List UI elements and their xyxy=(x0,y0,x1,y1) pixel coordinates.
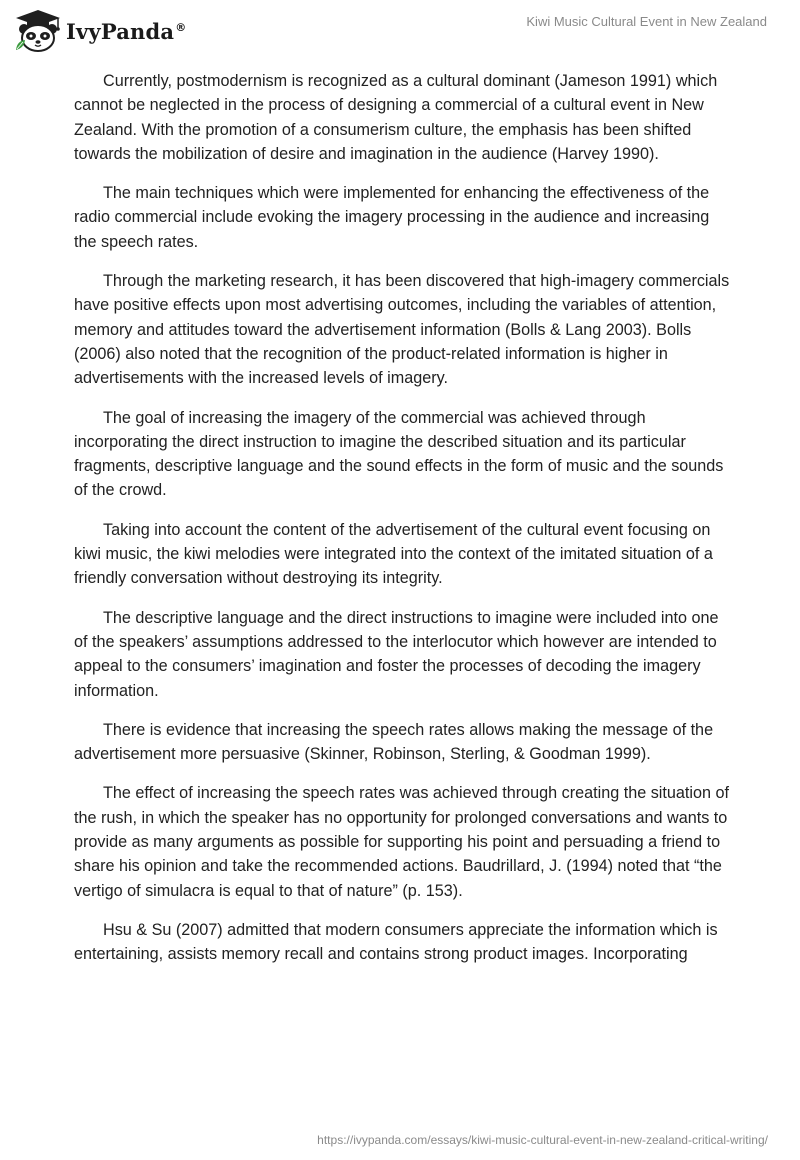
panda-graduate-icon xyxy=(14,8,62,52)
brand-name xyxy=(66,19,186,44)
paragraph: Currently, postmodernism is recognized as a cultural dominant (Jameson 1991) which cannot be neglected in the process of designing a commercial of a cultural event in New Zealand. With the promotion of a consumerism culture, the emphasis has been shifted towards the mobilization of desire and imagination in the audience (Harvey 1990). xyxy=(74,72,718,163)
essay-body xyxy=(74,69,736,982)
paragraph: Taking into account the content of the advertisement of the cultural event focusing on kiwi music, the kiwi melodies were integrated into the context of the imitated situation of a friendly conversation without destroying its integrity. xyxy=(74,520,713,588)
paragraph: The goal of increasing the imagery of the commercial was achieved through incorporating the direct instruction to imagine the described situation and its particular fragments, descriptive language and the sound effects in the form of music and the sounds of the crowd. xyxy=(74,408,724,500)
paragraph: There is evidence that increasing the speech rates allows making the message of the advertisement more persuasive (Skinner, Robinson, Sterling, & Goodman 1999). xyxy=(74,720,714,764)
paragraph: The effect of increasing the speech rates was achieved through creating the situation of the rush, in which the speaker has no opportunity for prolonged conversations and wants to provide as many arguments as possible for supporting his point and persuading a friend to share his opinion and take the recommended actions. Baudrillard, J. (1994) noted that “the vertigo of simulacra is equal to that of nature” (p. 153). xyxy=(74,784,730,900)
document-title: Kiwi Music Cultural Event in New Zealand xyxy=(526,14,767,29)
paragraph: The main techniques which were implemented for enhancing the effectiveness of the radio commercial include evoking the imagery processing in the audience and increasing the speech rates. xyxy=(74,184,710,251)
page-header xyxy=(0,0,800,60)
paragraph: Hsu & Su (2007) admitted that modern consumers appreciate the information which is entertaining, assists memory recall and contains strong product images. Incorporating xyxy=(74,920,718,964)
source-url[interactable]: https://ivypanda.com/essays/kiwi-music-cultural-event-in-new-zealand-critical-writing/ xyxy=(317,1133,768,1147)
registered-mark: ® xyxy=(175,20,187,34)
paragraph: Through the marketing research, it has been discovered that high-imagery commercials have positive effects upon most advertising outcomes, including the variables of attention, memory and attitudes toward the advertisement information (Bolls & Lang 2003). Bolls (2006) also noted that the recognition of the product-related information is higher in advertisements with the increased levels of imagery. xyxy=(74,272,730,388)
brand-logo[interactable] xyxy=(14,8,186,52)
brand-name-text: IvyPanda xyxy=(66,18,175,44)
paragraph: The descriptive language and the direct instructions to imagine were included into one of the speakers’ assumptions addressed to the interlocutor which however are intended to appeal to the consumers’ imagination and foster the processes of decoding the imagery information. xyxy=(74,608,719,700)
